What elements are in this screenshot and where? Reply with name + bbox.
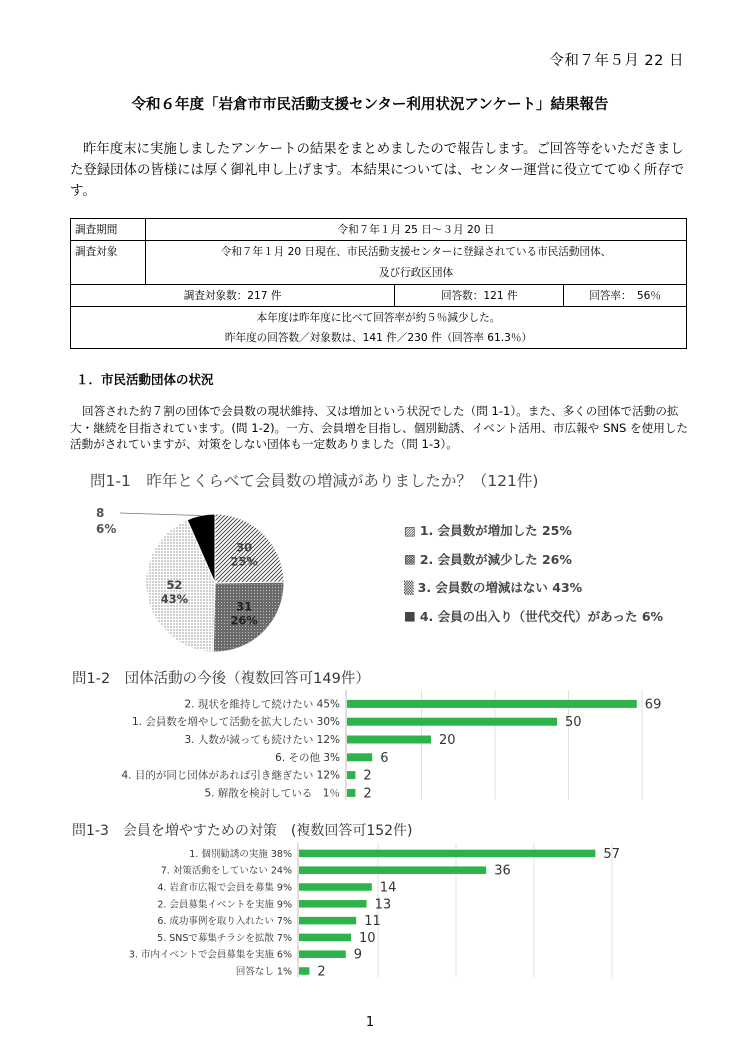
target-value bbox=[146, 241, 687, 285]
grid-icon: ▩ bbox=[404, 551, 416, 566]
target-label: 調査対象 bbox=[71, 241, 146, 285]
bar-value-label: 69 bbox=[644, 697, 662, 713]
bar-category-label: 2. 会員募集イベントを実施 9% bbox=[157, 899, 292, 911]
pie-outside-count: 8 bbox=[96, 506, 105, 520]
pie-outside-label bbox=[96, 505, 116, 537]
bar-category-label: 5. SNSで募集チラシを拡散 7% bbox=[157, 932, 292, 944]
bar-chart-1-3 bbox=[60, 843, 700, 983]
bar-category-label: 4. 目的が同じ団体があれば引き継ぎたい 12% bbox=[121, 769, 340, 782]
comparison-note bbox=[71, 307, 687, 349]
bar-chart-1-2 bbox=[60, 690, 700, 800]
bar bbox=[299, 850, 595, 858]
pie-slice-percent: 25% bbox=[230, 554, 258, 569]
bar-value-label: 50 bbox=[565, 715, 582, 731]
bar-category-label: 1. 個別勧誘の実施 38% bbox=[189, 848, 292, 860]
comparison-note-line1: 本年度は昨年度に比べて回答率が約５％減少した。 bbox=[256, 311, 501, 324]
bar-category-label: 5. 解散を検討している 1％ bbox=[204, 787, 340, 800]
bar-category-label: 7. 対策活動をしていない 24% bbox=[160, 865, 292, 877]
bar-value-label: 11 bbox=[364, 914, 381, 930]
bar-value-label: 2 bbox=[317, 964, 326, 980]
pie-legend bbox=[404, 521, 663, 625]
bar bbox=[299, 934, 351, 942]
bar bbox=[347, 718, 557, 726]
bar bbox=[347, 700, 637, 708]
bar-value-label: 10 bbox=[359, 930, 376, 946]
chart1-title: 問1-1 昨年とくらべて会員数の増減がありましたか？（121件) bbox=[90, 472, 539, 490]
bar bbox=[299, 950, 346, 958]
chart2-title: 問1-2 団体活動の今後（複数回答可149件） bbox=[72, 671, 370, 687]
pie-leader-line bbox=[120, 513, 201, 515]
bar-category-label: 3. 市内イベントで会員募集を実施 6% bbox=[128, 949, 292, 961]
pie-slice-count: 30 bbox=[236, 540, 253, 555]
bar bbox=[347, 789, 355, 797]
bar-value-label: 14 bbox=[379, 880, 397, 896]
bar bbox=[347, 736, 431, 744]
bar-value-label: 9 bbox=[353, 947, 363, 963]
bar-value-label: 20 bbox=[439, 733, 456, 748]
bar-value-label: 36 bbox=[494, 863, 511, 879]
bar-category-label: 3. 人数が減っても続けたい 12% bbox=[184, 734, 340, 746]
intro-paragraph: 昨年度末に実施しましたアンケートの結果をまとめましたので報告します。ご回答等をいただきました登録団体の皆様には厚く御礼申し上げます。本結果については、センター運営に役立ててゆく所存です。 bbox=[70, 142, 685, 199]
chart3-title: 問1-3 会員を増やすための対策 (複数回答可152件) bbox=[72, 823, 413, 839]
legend-item-decrease: ▩ 2. 会員数が減少した 26% bbox=[404, 551, 572, 567]
count-target: 調査対象数：217 件 bbox=[71, 285, 395, 307]
target-value-line1: 令和７年１月 20 日現在、市民活動支援センターに登録されている市民活動団体、 bbox=[220, 245, 612, 258]
period-label: 調査期間 bbox=[71, 219, 146, 241]
comparison-note-line2: 昨年度の回答数／対象数は、141 件／230 件（回答率 61.3％） bbox=[224, 331, 533, 344]
legend-item-nochange: ▒ 3. 会員数の増減はない 43% bbox=[404, 579, 583, 595]
bar bbox=[299, 883, 372, 891]
bar bbox=[299, 866, 486, 874]
bar-category-label: 回答なし 1% bbox=[235, 966, 292, 978]
report-title: 令和６年度「岩倉市市民活動支援センター利用状況アンケート」結果報告 bbox=[131, 97, 609, 113]
survey-info-table bbox=[70, 218, 687, 349]
bar-category-label: 2. 現状を維持して続けたい 45% bbox=[184, 698, 340, 711]
legend-item-increase: ▨ 1. 会員数が増加した 25% bbox=[404, 522, 572, 538]
legend-item-turnover: ■ 4. 会員の出入り（世代交代）があった 6% bbox=[404, 608, 664, 624]
bar bbox=[347, 771, 355, 779]
report-date: 令和７年５月 22 日 bbox=[549, 53, 684, 69]
pie-slice-percent: 26% bbox=[230, 613, 258, 628]
section-heading: １．市民活動団体の状況 bbox=[76, 372, 214, 387]
section-body: 回答された約７割の団体で会員数の現状維持、又は増加という状況でした（問 1-1）。また、多くの団体で活動の拡大・継続を目指されています。(問 1-2)。一方、会員増を目指し、個別勧誘、イベント活用、市広報や SNS を使用した活動がされていますが、対策をしない団体も一定数ありました（問 1-3）。 bbox=[70, 404, 689, 451]
bar-category-label: 4. 岩倉市広報で会員を募集 9% bbox=[157, 882, 292, 894]
bar-value-label: 2 bbox=[363, 786, 372, 800]
pie-slice-percent: 43% bbox=[160, 592, 189, 607]
bar-value-label: 2 bbox=[363, 768, 372, 784]
pie-slice-count: 52 bbox=[166, 578, 183, 593]
bar-category-label: 6. 成功事例を取り入れたい 7% bbox=[157, 916, 292, 928]
count-rate: 回答率： 56％ bbox=[564, 285, 687, 307]
bar bbox=[299, 967, 309, 975]
bar-category-label: 6. その他 3% bbox=[275, 751, 340, 764]
dots-icon: ▒ bbox=[404, 579, 414, 595]
target-value-line2: 及び行政区団体 bbox=[378, 266, 454, 279]
bar-value-label: 6 bbox=[380, 750, 389, 766]
pie-outside-percent: 6% bbox=[96, 522, 117, 536]
bar-value-label: 13 bbox=[374, 897, 392, 913]
page-number: 1 bbox=[365, 1015, 375, 1030]
hatch-icon: ▨ bbox=[404, 522, 416, 538]
square-icon: ■ bbox=[404, 608, 416, 623]
bar bbox=[299, 900, 367, 908]
count-answers: 回答数：121 件 bbox=[395, 285, 564, 307]
bar bbox=[347, 753, 372, 761]
pie-slice-count: 31 bbox=[236, 599, 253, 614]
bar bbox=[299, 917, 356, 925]
period-value: 令和７年１月 25 日～３月 20 日 bbox=[146, 219, 687, 241]
bar-value-label: 57 bbox=[603, 846, 620, 862]
bar-category-label: 1. 会員数を増やして活動を拡大したい 30% bbox=[131, 716, 340, 729]
